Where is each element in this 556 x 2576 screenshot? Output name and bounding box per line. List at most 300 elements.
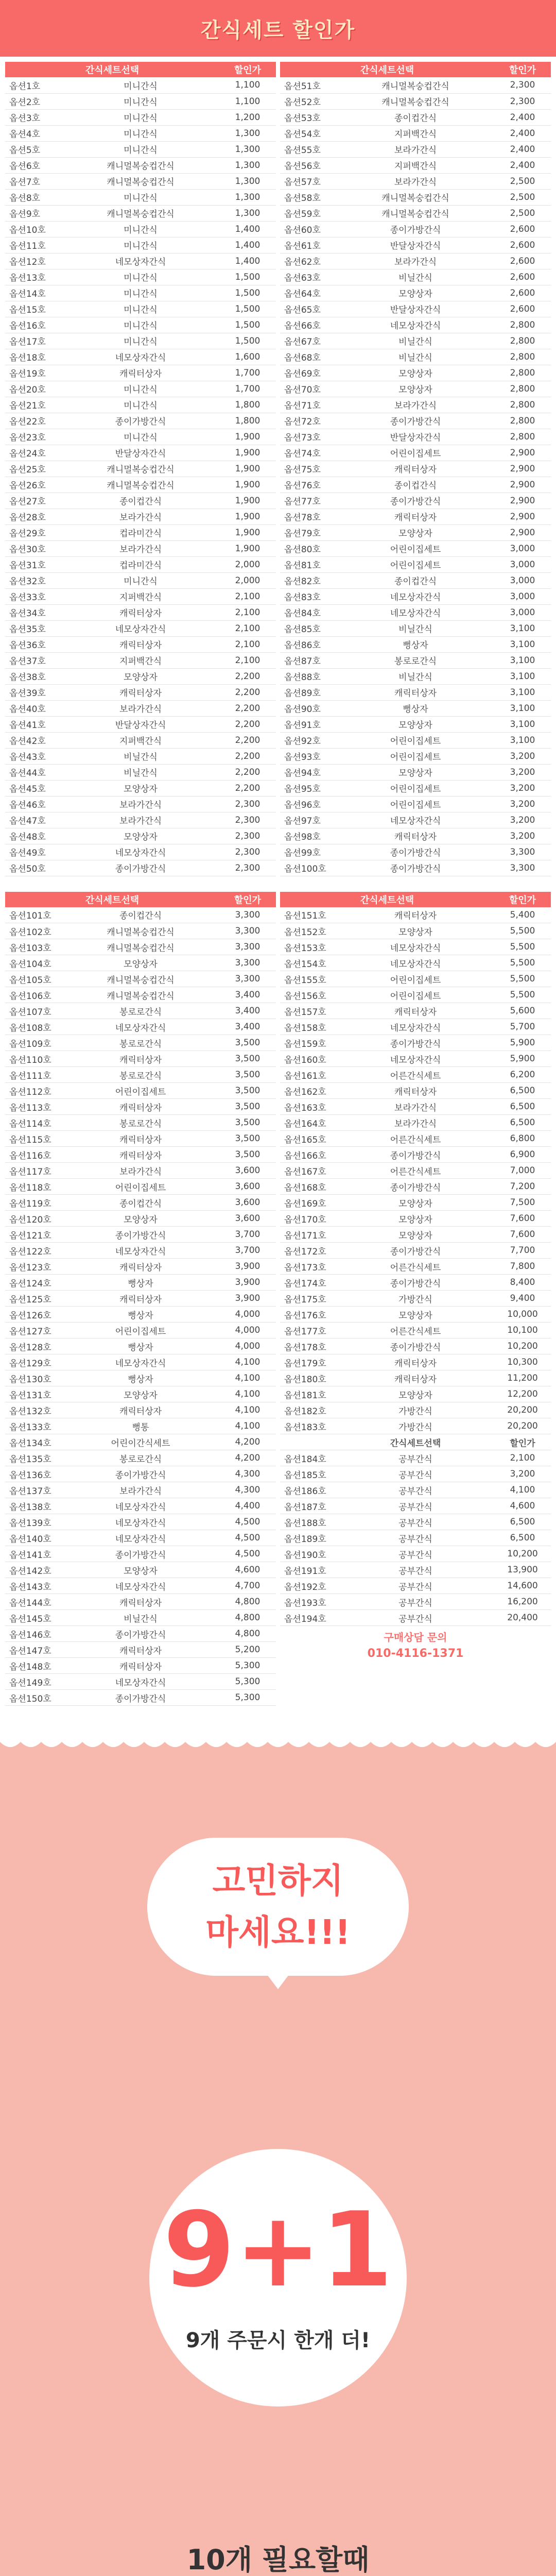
- cell-id: 옵션144호: [5, 1594, 62, 1610]
- cell-id: 옵션81호: [280, 556, 337, 572]
- cell-price: 3,100: [494, 668, 551, 684]
- price-table-right-1: [280, 62, 551, 876]
- table-row: [5, 1690, 276, 1706]
- cell-name: 뻥상자: [337, 636, 494, 652]
- cell-id: 옵션67호: [280, 333, 337, 349]
- table-row: [280, 1578, 551, 1594]
- cell-price: 1,300: [219, 173, 276, 189]
- cell-name: 종이가방간식: [337, 1035, 494, 1051]
- cell-price: 6,900: [494, 1147, 551, 1163]
- table-row: [5, 1466, 276, 1482]
- table-row: [280, 285, 551, 301]
- cell-name: 어른간식세트: [337, 1323, 494, 1338]
- cell-id: 옵션77호: [280, 493, 337, 509]
- cell-name: 컵라미간식: [62, 556, 219, 572]
- cell-name: 보라가간식: [62, 509, 219, 524]
- table-row: [280, 381, 551, 397]
- table-row: [280, 1243, 551, 1259]
- cell-price: 1,900: [219, 509, 276, 524]
- cell-id: 옵션22호: [5, 413, 62, 429]
- scallop-border: [0, 1737, 556, 1752]
- cell-price: 1,300: [219, 157, 276, 173]
- cell-price: 5,400: [494, 907, 551, 923]
- cell-price: 3,500: [219, 1115, 276, 1131]
- cell-id: 옵션7호: [5, 173, 62, 189]
- cell-name: 어린이집세트: [337, 445, 494, 461]
- cell-price: 1,900: [219, 524, 276, 540]
- table-row: [5, 828, 276, 844]
- cell-price: 3,600: [219, 1163, 276, 1179]
- table-body: [5, 907, 276, 1706]
- cell-id: 옵션100호: [280, 860, 337, 876]
- cell-id: 옵션52호: [280, 93, 337, 109]
- cell-id: 옵션72호: [280, 413, 337, 429]
- cell-name: 어린이집세트: [337, 556, 494, 572]
- table-row: [280, 317, 551, 333]
- cell-name: 어린이집세트: [337, 748, 494, 764]
- cell-id: 옵션156호: [280, 987, 337, 1003]
- cell-name: 모양상자: [62, 955, 219, 971]
- cell-price: 2,100: [219, 604, 276, 620]
- table-row: [280, 1594, 551, 1610]
- cell-name: 종이가방간식: [337, 1243, 494, 1259]
- cell-name: 미니간식: [62, 125, 219, 141]
- cell-id: 옵션73호: [280, 429, 337, 445]
- table-row: [280, 477, 551, 493]
- cell-name: 봉로로간식: [62, 1067, 219, 1083]
- table-row: [280, 493, 551, 509]
- cell-id: 옵션98호: [280, 828, 337, 844]
- cell-name: 모양상자: [62, 1562, 219, 1578]
- table-row: [280, 1259, 551, 1275]
- cell-price: 3,100: [494, 684, 551, 700]
- table-row: [280, 221, 551, 237]
- cell-price: 5,500: [494, 955, 551, 971]
- cell-price: 10,200: [494, 1338, 551, 1354]
- table-row: [5, 1658, 276, 1674]
- cell-price: 4,000: [219, 1307, 276, 1323]
- cell-price: 1,500: [219, 269, 276, 285]
- cell-id: 옵션157호: [280, 1003, 337, 1019]
- table-row: [5, 1482, 276, 1498]
- table-row: [280, 1546, 551, 1562]
- table-row: [5, 349, 276, 365]
- table-row: [5, 652, 276, 668]
- cell-price: 4,100: [219, 1370, 276, 1386]
- cell-id: 옵션135호: [5, 1450, 62, 1466]
- cell-name: 지퍼백간식: [62, 732, 219, 748]
- cell-name: 캐릭터상자: [337, 1083, 494, 1099]
- cell-price: 1,900: [219, 445, 276, 461]
- cell-name: 종이컵간식: [62, 493, 219, 509]
- cell-id: 옵션162호: [280, 1083, 337, 1099]
- cell-price: 9,400: [494, 1291, 551, 1307]
- table-row: [5, 604, 276, 620]
- cell-id: 옵션90호: [280, 700, 337, 716]
- table-row: [280, 509, 551, 524]
- table-row: [5, 1610, 276, 1626]
- cell-name: 미니간식: [62, 269, 219, 285]
- cell-name: 비닐간식: [337, 620, 494, 636]
- cell-name: 캐니멀복숭컵간식: [62, 205, 219, 221]
- cell-name: 미니간식: [62, 93, 219, 109]
- cell-price: 7,800: [494, 1259, 551, 1275]
- cell-name: 캐릭터상자: [62, 1051, 219, 1067]
- cell-price: 1,900: [219, 477, 276, 493]
- cell-id: 옵션180호: [280, 1370, 337, 1386]
- cell-id: 옵션49호: [5, 844, 62, 860]
- cell-id: 옵션27호: [5, 493, 62, 509]
- cell-id: 옵션192호: [280, 1578, 337, 1594]
- table-row: [5, 285, 276, 301]
- cell-price: 2,200: [219, 748, 276, 764]
- cell-name: 어른간식세트: [337, 1163, 494, 1179]
- table-row: [5, 125, 276, 141]
- cell-name: 캐릭터상자: [62, 636, 219, 652]
- table-row: [5, 269, 276, 285]
- cell-name: 캐릭터상자: [337, 684, 494, 700]
- table-row: [5, 1323, 276, 1338]
- cell-id: 옵션177호: [280, 1323, 337, 1338]
- table-row: [280, 588, 551, 604]
- offer-circle: [149, 2149, 407, 2406]
- table-row: [5, 1354, 276, 1370]
- table-row: [280, 668, 551, 684]
- table-row: [5, 1243, 276, 1259]
- table-row: [280, 445, 551, 461]
- cell-id: 옵션46호: [5, 796, 62, 812]
- cell-id: 옵션117호: [5, 1163, 62, 1179]
- cell-id: 옵션109호: [5, 1035, 62, 1051]
- cell-name: 보라가간식: [62, 540, 219, 556]
- table-row: [5, 1003, 276, 1019]
- cell-id: 옵션167호: [280, 1163, 337, 1179]
- table-row: [5, 764, 276, 780]
- cell-id: 옵션65호: [280, 301, 337, 317]
- cell-name: 어린이집세트: [62, 1083, 219, 1099]
- cell-name: 종이컵간식: [337, 109, 494, 125]
- cell-id: 옵션26호: [5, 477, 62, 493]
- cell-price: 3,100: [494, 716, 551, 732]
- cell-price: 2,300: [494, 77, 551, 93]
- cell-name: 지퍼백간식: [337, 125, 494, 141]
- cell-price: 3,400: [219, 1019, 276, 1035]
- cell-id: 옵션124호: [5, 1275, 62, 1291]
- table-row: [280, 1019, 551, 1035]
- cell-name: 모양상자: [337, 381, 494, 397]
- table-row: [280, 955, 551, 971]
- cell-id: 옵션158호: [280, 1019, 337, 1035]
- cell-price: 20,200: [494, 1402, 551, 1418]
- cell-price: 1,400: [219, 221, 276, 237]
- cell-name: 봉로로간식: [62, 1035, 219, 1051]
- cell-price: 2,200: [219, 764, 276, 780]
- cell-name: 모양상자: [337, 1307, 494, 1323]
- cell-price: 2,200: [219, 684, 276, 700]
- cell-price: 2,600: [494, 221, 551, 237]
- table-row: [5, 907, 276, 923]
- cell-price: 14,600: [494, 1578, 551, 1594]
- cell-name: 모양상자: [337, 365, 494, 381]
- table-row: [280, 413, 551, 429]
- cell-price: 2,200: [219, 700, 276, 716]
- cell-id: 옵션123호: [5, 1259, 62, 1275]
- cell-id: 옵션152호: [280, 923, 337, 939]
- cell-price: 2,200: [219, 732, 276, 748]
- cell-name: 비닐간식: [62, 1610, 219, 1626]
- cell-price: 2,500: [494, 205, 551, 221]
- table-row: [280, 125, 551, 141]
- cell-id: 옵션11호: [5, 237, 62, 253]
- header-price: 할인가: [494, 892, 551, 907]
- cell-id: 옵션176호: [280, 1307, 337, 1323]
- cell-name: 캐니멀복숭컵간식: [62, 477, 219, 493]
- cell-price: 3,500: [219, 1067, 276, 1083]
- cell-price: 1,500: [219, 333, 276, 349]
- cell-price: 2,900: [494, 524, 551, 540]
- cell-name: 네모상자간식: [62, 620, 219, 636]
- cell-price: 2,800: [494, 429, 551, 445]
- cell-price: 1,500: [219, 301, 276, 317]
- cell-id: 옵션23호: [5, 429, 62, 445]
- cell-name: 네모상자간식: [62, 1243, 219, 1259]
- cell-name: 모양상자: [62, 828, 219, 844]
- table-body: [280, 77, 551, 876]
- cell-id: 옵션141호: [5, 1546, 62, 1562]
- table-row: [280, 652, 551, 668]
- cell-name: 캐릭터상자: [337, 509, 494, 524]
- cell-name: 캐니멀복숭컵간식: [337, 205, 494, 221]
- table-row: [5, 1626, 276, 1642]
- cell-name: 종이컵간식: [337, 477, 494, 493]
- cell-name: 어른간식세트: [337, 1131, 494, 1147]
- table-row: [5, 1514, 276, 1530]
- cell-price: 3,300: [219, 907, 276, 923]
- table-row: [5, 1594, 276, 1610]
- cell-name: 종이가방간식: [62, 413, 219, 429]
- cell-id: 옵션70호: [280, 381, 337, 397]
- cell-name: 캐릭터상자: [62, 1099, 219, 1115]
- cell-id: 옵션146호: [5, 1626, 62, 1642]
- cell-price: 2,300: [494, 93, 551, 109]
- cell-price: 3,000: [494, 556, 551, 572]
- cell-name: 보라가간식: [337, 141, 494, 157]
- cell-id: 옵션30호: [5, 540, 62, 556]
- cell-id: 옵션160호: [280, 1051, 337, 1067]
- cell-name: 네모상자간식: [337, 588, 494, 604]
- cell-name: 지퍼백간식: [62, 588, 219, 604]
- cell-name: 캐릭터상자: [62, 604, 219, 620]
- cell-id: 옵션92호: [280, 732, 337, 748]
- cell-name: 공부간식: [337, 1514, 494, 1530]
- cell-id: 옵션58호: [280, 189, 337, 205]
- contact-box: [280, 1626, 551, 1660]
- cell-price: 1,900: [219, 493, 276, 509]
- table-row: [280, 1498, 551, 1514]
- cell-id: 옵션99호: [280, 844, 337, 860]
- cell-name: 모양상자: [337, 1195, 494, 1211]
- cell-id: 옵션47호: [5, 812, 62, 828]
- cell-id: 옵션10호: [5, 221, 62, 237]
- cell-name: 종이컵간식: [62, 907, 219, 923]
- cell-name: 가방간식: [337, 1291, 494, 1307]
- table-row: [5, 1131, 276, 1147]
- cell-id: 옵션181호: [280, 1386, 337, 1402]
- cell-id: 옵션150호: [5, 1690, 62, 1706]
- cell-price: 2,300: [219, 844, 276, 860]
- cell-id: 옵션138호: [5, 1498, 62, 1514]
- price-table-section-1: [0, 57, 556, 876]
- cell-price: 12,200: [494, 1386, 551, 1402]
- cell-name: 비닐간식: [62, 764, 219, 780]
- cell-name: 네모상자간식: [337, 1019, 494, 1035]
- table-row: [5, 732, 276, 748]
- table-row: [5, 1386, 276, 1402]
- cell-id: 옵션193호: [280, 1594, 337, 1610]
- cell-id: 옵션2호: [5, 93, 62, 109]
- cell-price: 1,900: [219, 461, 276, 477]
- cell-name: 반달상자간식: [337, 237, 494, 253]
- cell-price: 4,500: [219, 1546, 276, 1562]
- cell-name: 뻥상자: [62, 1307, 219, 1323]
- table-row: [280, 1211, 551, 1227]
- table-row: [280, 1354, 551, 1370]
- cell-price: 1,700: [219, 365, 276, 381]
- cell-name: 봉로로간식: [62, 1115, 219, 1131]
- cell-price: 5,300: [219, 1690, 276, 1706]
- cell-name: 뻥상자: [62, 1370, 219, 1386]
- cell-id: 옵션184호: [280, 1450, 337, 1466]
- table-row: [5, 1562, 276, 1578]
- table-row: [5, 860, 276, 876]
- cell-price: 3,300: [494, 844, 551, 860]
- cell-price: 4,000: [219, 1338, 276, 1354]
- cell-id: 옵션113호: [5, 1099, 62, 1115]
- cell-name: 가방간식: [337, 1402, 494, 1418]
- table-row: [5, 317, 276, 333]
- speech-bubble: [149, 1840, 407, 1974]
- cell-name: 미니간식: [62, 109, 219, 125]
- cell-id: 옵션69호: [280, 365, 337, 381]
- cell-id: 옵션62호: [280, 253, 337, 269]
- cell-price: 13,900: [494, 1562, 551, 1578]
- cell-name: 미니간식: [62, 189, 219, 205]
- cell-id: 옵션60호: [280, 221, 337, 237]
- cell-price: 3,100: [494, 732, 551, 748]
- cell-price: 4,100: [219, 1386, 276, 1402]
- cell-name: 네모상자간식: [62, 1578, 219, 1594]
- cell-price: 3,500: [219, 1051, 276, 1067]
- cell-price: 2,900: [494, 477, 551, 493]
- cell-id: 옵션88호: [280, 668, 337, 684]
- cell-price: 1,200: [219, 109, 276, 125]
- cell-name: 캐니멀복숭컵간식: [62, 461, 219, 477]
- cell-price: 2,300: [219, 812, 276, 828]
- cell-id: 옵션94호: [280, 764, 337, 780]
- table-row: [5, 205, 276, 221]
- cell-name: 캐릭터상자: [337, 461, 494, 477]
- cell-name: 캐릭터상자: [62, 1131, 219, 1147]
- table-row: [5, 1307, 276, 1323]
- header-name: 간식세트선택: [280, 892, 494, 907]
- table-row: [280, 1051, 551, 1067]
- cell-name: 캐니멀복숭컵간식: [337, 189, 494, 205]
- cell-price: 1,400: [219, 253, 276, 269]
- cell-id: 옵션82호: [280, 572, 337, 588]
- cell-name: 어린이집세트: [337, 987, 494, 1003]
- cell-price: 3,700: [219, 1227, 276, 1243]
- table-row: [280, 540, 551, 556]
- cell-price: 1,300: [219, 189, 276, 205]
- cell-id: 옵션107호: [5, 1003, 62, 1019]
- table-row: [5, 173, 276, 189]
- table-row: [5, 77, 276, 93]
- cell-price: 7,600: [494, 1211, 551, 1227]
- table-row: [5, 1275, 276, 1291]
- cell-id: 옵션155호: [280, 971, 337, 987]
- cell-id: 옵션76호: [280, 477, 337, 493]
- table-row: [280, 987, 551, 1003]
- cell-name: 미니간식: [62, 141, 219, 157]
- cell-id: 옵션50호: [5, 860, 62, 876]
- cell-id: 옵션112호: [5, 1083, 62, 1099]
- promo-section: [0, 1737, 556, 2576]
- table-row: [5, 141, 276, 157]
- cell-price: 6,500: [494, 1083, 551, 1099]
- table-row: [5, 844, 276, 860]
- cell-id: 옵션39호: [5, 684, 62, 700]
- cell-id: 옵션59호: [280, 205, 337, 221]
- cell-id: 옵션145호: [5, 1610, 62, 1626]
- contact-phone[interactable]: 010-4116-1371: [367, 1647, 464, 1660]
- cell-price: 1,900: [219, 540, 276, 556]
- table-row: [5, 1099, 276, 1115]
- table-row: [5, 509, 276, 524]
- cell-id: 옵션103호: [5, 939, 62, 955]
- cell-id: 옵션33호: [5, 588, 62, 604]
- cell-id: 옵션151호: [280, 907, 337, 923]
- offer-caption: 9개 주문시 한개 더!: [185, 2329, 371, 2352]
- cell-name: 종이가방간식: [62, 1626, 219, 1642]
- promo-line-1: 10개 필요할때: [186, 2544, 370, 2576]
- table-row: [5, 1402, 276, 1418]
- cell-price: 4,100: [219, 1354, 276, 1370]
- cell-price: 3,000: [494, 588, 551, 604]
- cell-price: 4,500: [219, 1514, 276, 1530]
- cell-price: 4,100: [494, 1482, 551, 1498]
- cell-price: 2,300: [219, 796, 276, 812]
- cell-price: 3,300: [219, 955, 276, 971]
- cell-name: 어린이집세트: [337, 971, 494, 987]
- cell-price: 2,000: [219, 556, 276, 572]
- cell-id: 옵션110호: [5, 1051, 62, 1067]
- cell-name: 미니간식: [62, 301, 219, 317]
- cell-id: 옵션188호: [280, 1514, 337, 1530]
- cell-name: 어른간식세트: [337, 1259, 494, 1275]
- cell-name: 모양상자: [337, 524, 494, 540]
- cell-price: 3,200: [494, 796, 551, 812]
- cell-price: 5,900: [494, 1051, 551, 1067]
- cell-price: 2,900: [494, 461, 551, 477]
- table-row: [5, 524, 276, 540]
- cell-price: 1,500: [219, 285, 276, 301]
- table-row: [280, 1099, 551, 1115]
- cell-id: 옵션35호: [5, 620, 62, 636]
- table-row: [5, 1259, 276, 1275]
- cell-price: 3,200: [494, 764, 551, 780]
- table-row: [5, 1227, 276, 1243]
- cell-name: 비닐간식: [337, 349, 494, 365]
